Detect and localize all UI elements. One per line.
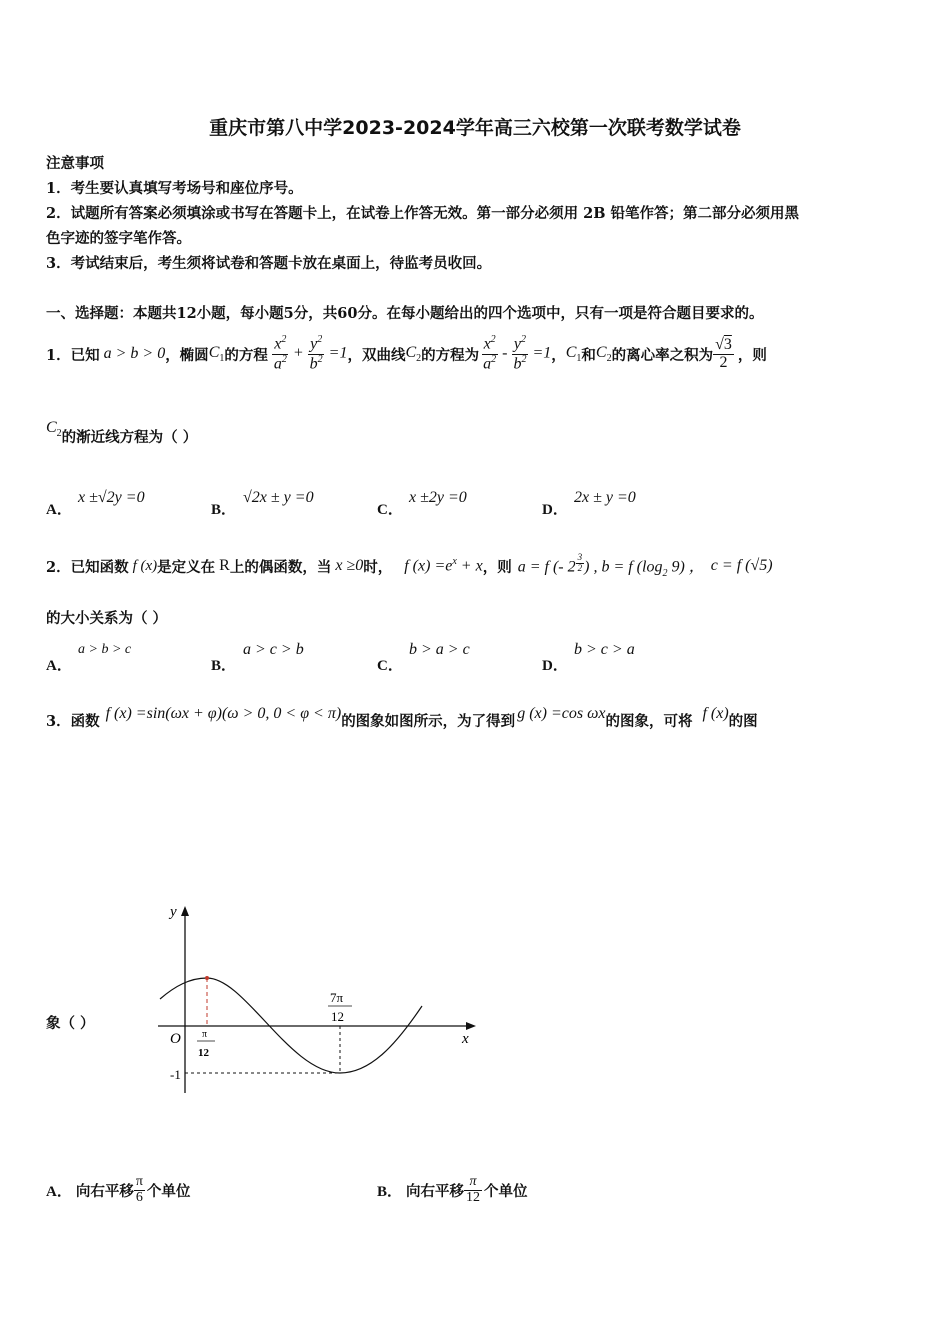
q2-def: f $(x) =e^x + x$ — [404, 556, 483, 575]
q2-option-c-label[interactable]: C． — [377, 658, 403, 674]
q1-text-1: ，椭圆 — [165, 346, 209, 364]
q3-option-a-label: A． — [46, 1183, 72, 1200]
q3-f: f (x) — [702, 705, 729, 722]
q2-option-a[interactable]: a > b > c — [78, 642, 132, 657]
q1-c1: $C_1$ — [208, 343, 225, 365]
q1-text-2: 的方程 — [224, 346, 268, 364]
q1-product: $\frac{√3}{2}$ — [715, 335, 732, 371]
q2-number: 2．已知函数 — [46, 558, 129, 576]
y-axis-arrow-icon — [181, 906, 189, 916]
q1-option-d[interactable]: 2x ± y =0 — [574, 489, 636, 506]
q1-hyperbola-eq: $\frac{x^2}{a^2}$ - $\frac{y^2}{b^2}$ =1 — [483, 334, 552, 372]
q3-g: g (x) =cos ωx — [517, 705, 606, 722]
q1-option-d-label[interactable]: D． — [542, 502, 568, 518]
q1-text-6: 和 — [581, 346, 596, 364]
question-2 — [46, 544, 773, 588]
q1-c1-b: $C_1$ — [565, 343, 582, 365]
q1-option-b[interactable]: √2x ± y =0 — [243, 489, 314, 506]
q2-option-b[interactable]: a > c > b — [243, 641, 304, 658]
q1-text-7: 的离心率之积为 — [611, 346, 714, 364]
q1-option-c-label[interactable]: C． — [377, 502, 403, 518]
question-1 — [46, 328, 767, 380]
q2-R: R — [219, 557, 230, 574]
tick-7pi-denominator: 12 — [331, 1009, 344, 1024]
q2-text-3: 时， — [363, 558, 393, 576]
q2-line-2: 的大小关系为（ ） — [46, 610, 168, 627]
q2-cond: x ≥0 — [335, 557, 364, 574]
q1-option-a[interactable]: x ±√2y =0 — [78, 489, 145, 506]
q1-eq-one-b: =1 — [532, 344, 552, 362]
q3-option-a-fraction: $\frac{\pi}{6}$ — [135, 1173, 143, 1205]
q3-option-b-label: B． — [377, 1183, 403, 1200]
q2-a: a = f (- 2 $^{\frac{3}{2}}$ ) , b = f ($\log_2$ 9) ， — [517, 552, 705, 579]
q1-denominator-2: 2 — [719, 353, 728, 371]
q2-c: c = f (√5) — [710, 557, 773, 574]
question-3 — [46, 700, 758, 740]
q1-ellipse-eq: $\frac{x^2}{a^2}$ + $\frac{y^2}{b^2}$ =1 — [273, 334, 348, 372]
origin-label: O — [170, 1031, 181, 1047]
section-heading: 一、选择题：本题共12小题，每小题5分，共60分。在每小题给出的四个选项中，只有一项是符合题目要求的。 — [46, 305, 764, 322]
notice-item-2b: 色字迹的签字笔作答。 — [46, 230, 191, 247]
notice-item-3: 3．考试结束后，考生须将试卷和答题卡放在桌面上，待监考员收回。 — [46, 255, 492, 272]
q2-option-c[interactable]: b > a > c — [409, 641, 470, 658]
q2-option-d[interactable]: b > c > a — [574, 641, 635, 658]
notice-heading: 注意事项 — [46, 155, 104, 172]
q3-text-3: 的图 — [728, 712, 758, 730]
q3-option-a[interactable] — [46, 1168, 190, 1212]
q3-option-b-fraction: $\frac{\pi}{12}$ — [466, 1173, 481, 1205]
q1-c2-c: $C_2$ — [46, 418, 62, 439]
q1-sqrt3: 3 — [723, 335, 732, 353]
q3-option-a-pre: 向右平移 — [75, 1182, 134, 1200]
q1-c2: $C_2$ — [405, 343, 422, 365]
q2-text-1: 是定义在 — [157, 558, 216, 576]
q3-graph — [150, 898, 490, 1098]
q1-number: 1．已知 — [46, 346, 100, 364]
q3-option-b-pre: 向右平移 — [406, 1182, 465, 1200]
q1-eq-one-a: =1 — [328, 344, 348, 362]
q3-option-a-post: 个单位 — [146, 1182, 191, 1200]
q1-option-a-label[interactable]: A． — [46, 502, 72, 518]
q3-line-2: 象（ ） — [46, 1015, 95, 1032]
tick-pi-numerator: π — [202, 1029, 208, 1040]
x-axis-label: x — [462, 1031, 469, 1047]
q1-option-b-label[interactable]: B． — [211, 502, 237, 518]
tick-pi-denominator: 12 — [198, 1047, 209, 1059]
q3-option-b[interactable] — [377, 1168, 528, 1212]
q3-text-2: 的图象，可将 — [605, 712, 693, 730]
q1-condition: a > b > 0 — [103, 345, 166, 362]
q2-text-2: 上的偶函数，当 — [229, 558, 332, 576]
q2-fx: f (x) — [132, 557, 158, 574]
q3-number: 3．函数 — [46, 712, 100, 730]
notice-item-2a: 2．试题所有答案必须填涂或书写在答题卡上，在试卷上作答无效。第一部分必须用 2B 铅笔作答；第二部分必须用黑 — [46, 205, 800, 222]
q1-text-8: ，则 — [737, 346, 767, 364]
q1-c2-b: $C_2$ — [595, 343, 612, 365]
q2-text-4: ，则 — [482, 558, 512, 576]
x-axis-arrow-icon — [466, 1022, 476, 1030]
q3-option-b-post: 个单位 — [484, 1182, 528, 1200]
max-point — [205, 976, 209, 980]
q1-line-2-text: 的渐近线方程为（ ） — [61, 429, 198, 446]
q3-function: f (x) =sin(ωx + φ)(ω > 0, 0 < φ < π) — [105, 705, 342, 722]
q1-text-4: 的方程为 — [421, 346, 480, 364]
tick-7pi-numerator: 7π — [330, 990, 344, 1005]
page-title: 重庆市第八中学2023-2024学年高三六校第一次联考数学试卷 — [209, 117, 741, 139]
notice-item-1: 1．考生要认真填写考场号和座位序号。 — [46, 180, 303, 197]
q1-option-c[interactable]: x ±2y =0 — [409, 489, 467, 506]
tick-neg1: -1 — [170, 1067, 181, 1082]
q2-option-a-label[interactable]: A． — [46, 658, 72, 674]
q2-option-b-label[interactable]: B． — [211, 658, 237, 674]
q2-option-d-label[interactable]: D． — [542, 658, 568, 674]
q1-line-2 — [46, 418, 198, 447]
q1-text-3: ，双曲线 — [347, 346, 406, 364]
y-axis-label: y — [170, 904, 177, 920]
q3-text-1: 的图象如图所示，为了得到 — [341, 712, 516, 730]
q1-text-5: ， — [551, 346, 566, 364]
